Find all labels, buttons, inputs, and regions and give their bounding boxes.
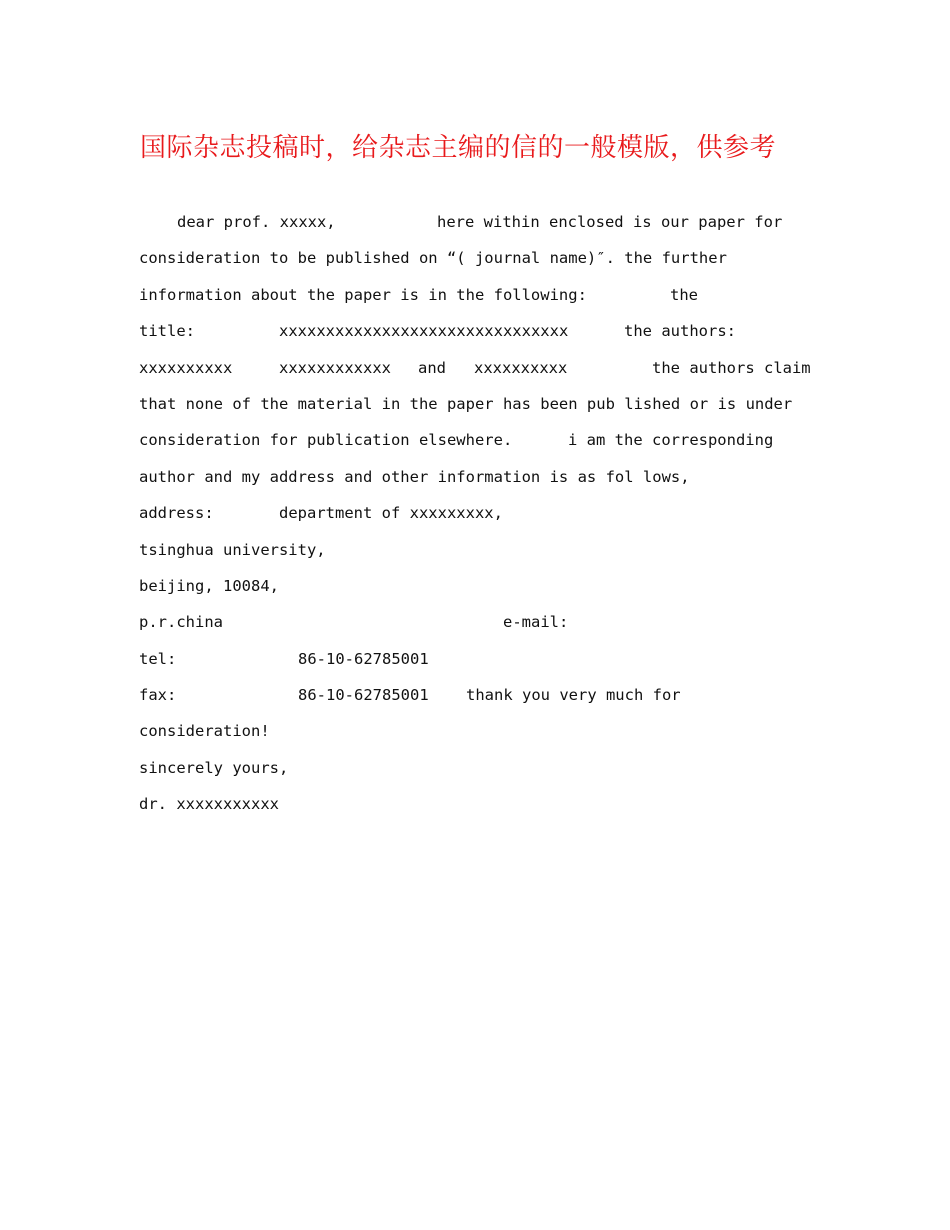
letter-text-segment: tsinghua university, bbox=[139, 540, 326, 559]
letter-line bbox=[139, 422, 829, 458]
letter-text-segment: xxxxxxxxxx bbox=[474, 358, 568, 377]
letter-text-segment: tel: bbox=[139, 649, 177, 668]
letter-line bbox=[139, 313, 829, 349]
letter-text-segment: xxxxxxxxxxxxxxxxxxxxxxxxxxxxxxx bbox=[279, 322, 569, 341]
letter-text-segment: e-mail: bbox=[503, 613, 569, 632]
letter-text-segment: consideration for publication elsewhere. bbox=[139, 431, 513, 450]
letter-line bbox=[139, 677, 829, 713]
letter-line bbox=[139, 495, 829, 531]
letter-line bbox=[139, 604, 829, 640]
letter-line bbox=[139, 532, 829, 568]
letter-line bbox=[139, 786, 829, 822]
letter-text-segment: i am the corresponding bbox=[568, 431, 774, 450]
letter-text-segment: the authors: bbox=[624, 322, 736, 341]
letter-body bbox=[139, 204, 829, 823]
letter-text-segment: fax: bbox=[139, 686, 177, 705]
letter-text-segment: consideration to be published on “( journal name)″. the further bbox=[139, 249, 727, 268]
letter-text-segment: and bbox=[418, 358, 446, 377]
letter-line bbox=[139, 386, 829, 422]
letter-text-segment: dear prof. xxxxx, bbox=[177, 213, 336, 231]
letter-line bbox=[139, 277, 829, 313]
letter-text-segment: the authors claim bbox=[652, 358, 811, 377]
letter-text-segment: title: bbox=[139, 322, 195, 341]
letter-line bbox=[139, 568, 829, 604]
document-title: 国际杂志投稿时，给杂志主编的信的一般模版，供参考 bbox=[140, 133, 777, 163]
letter-text-segment: here within enclosed is our paper for bbox=[437, 213, 783, 231]
letter-text-segment: that none of the material in the paper has been pub lished or is under bbox=[139, 394, 793, 413]
letter-text-segment: xxxxxxxxxxxx bbox=[279, 358, 391, 377]
letter-line bbox=[139, 240, 829, 276]
letter-text-segment: xxxxxxxxxx bbox=[139, 358, 233, 377]
letter-line bbox=[139, 350, 829, 386]
letter-text-segment: 86-10-62785001 bbox=[298, 649, 429, 668]
letter-line bbox=[139, 750, 829, 786]
letter-text-segment: author and my address and other information is as fol lows, bbox=[139, 467, 690, 486]
letter-text-segment: address: bbox=[139, 504, 214, 523]
letter-text-segment: beijing, 10084, bbox=[139, 576, 279, 595]
letter-text-segment: thank you very much for bbox=[466, 686, 681, 705]
letter-text-segment: sincerely yours, bbox=[139, 758, 289, 777]
letter-text-segment: 86-10-62785001 bbox=[298, 686, 429, 705]
letter-line bbox=[139, 641, 829, 677]
letter-line bbox=[139, 459, 829, 495]
letter-text-segment: consideration! bbox=[139, 722, 270, 741]
letter-text-segment: department of xxxxxxxxx, bbox=[279, 504, 503, 523]
letter-text-segment: the bbox=[670, 285, 698, 304]
letter-text-segment: p.r.china bbox=[139, 613, 223, 632]
letter-line bbox=[139, 713, 829, 749]
letter-text-segment: dr. xxxxxxxxxxx bbox=[139, 795, 279, 814]
letter-line bbox=[139, 204, 829, 240]
letter-text-segment: information about the paper is in the following: bbox=[139, 285, 587, 304]
